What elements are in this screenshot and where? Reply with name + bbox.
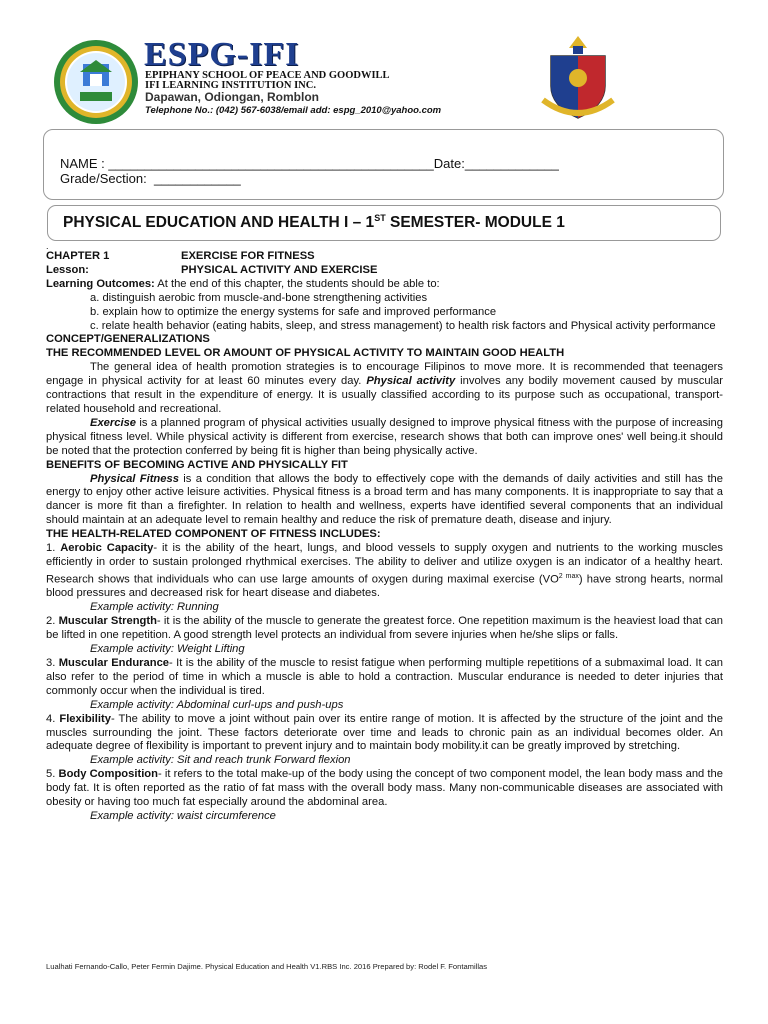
term-exercise: Exercise [90,416,137,429]
term-muscular-strength: Muscular Strength [58,615,157,628]
example-flexibility: Example activity: Sit and reach trunk Forward flexion [90,754,351,767]
recommended-heading: THE RECOMMENDED LEVEL OR AMOUNT OF PHYSICAL ACTIVITY TO MAINTAIN GOOD HEALTH [46,347,565,360]
outcome-c: c. relate health behavior (eating habits, sleep, and stress management) to health risk factors and Physical activity performance [90,319,716,332]
school-seal-logo [52,38,140,126]
components-heading: THE HEALTH-RELATED COMPONENT OF FITNESS INCLUDES: [46,528,381,541]
grade-row [60,171,241,186]
term-muscular-endurance: Muscular Endurance [58,657,170,670]
date-label: Date: [433,156,465,171]
term-body-composition: Body Composition [58,768,158,781]
name-label: NAME : [60,156,105,171]
lesson-label: Lesson: [46,263,89,276]
component-aerobic-capacity [46,542,723,601]
example-strength: Example activity: Weight Lifting [90,643,245,656]
paragraph-physical-fitness [46,473,723,529]
learning-outcomes-text: At the end of this chapter, the students should be able to: [154,277,440,290]
lesson-line [46,264,723,278]
term-aerobic-capacity: Aerobic Capacity [60,542,154,555]
term-flexibility: Flexibility [59,712,111,725]
term-physical-activity: Physical activity [366,375,456,388]
component-flexibility [46,713,723,755]
component-body-composition [46,768,723,810]
concept-heading: CONCEPT/GENERALIZATIONS [46,333,210,346]
module-title-sup: ST [374,213,386,223]
name-date-row [60,156,559,171]
module-title-rest: SEMESTER- MODULE 1 [385,214,565,232]
paragraph-text: - It is the ability of the muscle to resist fatigue when performing multiple repetitions of a submaximal load. It can also refer to the period of time in which a muscle is able to hold a contraction. Muscular endurance is needed to deter injuries that commonly occur when the individual is tired. [46,657,723,697]
chapter-label: CHAPTER 1 [46,250,110,262]
name-field[interactable]: _____________________________________________ [108,156,434,171]
example-endurance: Example activity: Abdominal curl-ups and push-ups [90,698,344,711]
component-muscular-strength [46,615,723,643]
school-contact: Telephone No.: (042) 567-6038/email add: espg_2010@yahoo.com [145,105,442,116]
paragraph-text: involves any bodily movement caused by muscular contractions that result in the expenditure of energy. It is usually classified according to its purpose such as occupational, transport-related household and recreational. [46,375,723,415]
stray-dot: . [46,241,49,251]
list-number: 5. [46,768,59,781]
paragraph-text: - it is the ability of the heart, lungs, and blood vessels to supply oxygen and nutrients to the working muscles efficiently in order to sustain prolonged rhythmical exercises. The ability to deliver and utilize oxygen is an indicator of a healthy heart. Research shows that individuals who can use large amounts of oxygen during maximal exercise (VO [46,542,723,586]
paragraph-exercise [46,417,723,459]
date-field[interactable]: _____________ [464,156,559,171]
grade-label: Grade/Section: [60,171,147,186]
footer-credits: Lualhati Fernando-Callo, Peter Fermin Dajime. Physical Education and Health V1.RBS Inc. 2016 Prepared by: Rodel F. Fontamillas [46,962,488,971]
deped-crest-logo [535,34,621,124]
vo2max-superscript: 2 max [558,572,579,580]
chapter-title: EXERCISE FOR FITNESS [181,250,315,262]
school-name-line-2: IFI LEARNING INSTITUTION INC. [145,80,316,91]
module-title [63,213,565,232]
benefits-heading: BENEFITS OF BECOMING ACTIVE AND PHYSICALLY FIT [46,458,348,471]
paragraph-text: The general idea of health promotion strategies is to encourage Filipinos to move more. It is recommended that teenagers engage in physical activity for at least 60 minutes every day. [46,361,723,388]
school-abbreviation: ESPG-IFI [144,36,300,73]
list-number: 4. [46,712,60,725]
module-title-main: PHYSICAL EDUCATION AND HEALTH I – 1 [63,214,375,232]
chapter-line [46,250,723,264]
paragraph-text: - it refers to the total make-up of the body using the concept of two component model, the lean body mass and the body fat. It is often reported as the ratio of fat mass with the overall body mass. Many non-communicable diseases are associated with obesity or having too much fat especially around the abdominal area. [46,768,723,809]
module-content [46,241,724,824]
list-number: 3. [46,657,59,670]
paragraph-text: is a planned program of physical activities usually designed to improve physical fitness with the purpose of increasing physical fitness level. While physical activity is different from exercise, research shows that both can improve ones' well being.it should be noted that the protection conferred by being fit is higher than being physically active. [46,416,723,457]
lesson-title: PHYSICAL ACTIVITY AND EXERCISE [181,263,378,276]
outcome-a: a. distinguish aerobic from muscle-and-bone strengthening activities [90,291,428,304]
outcome-b: b. explain how to optimize the energy systems for safe and improved performance [90,305,497,318]
paragraph-text: - it is the ability of the muscle to generate the greatest force. One repetition maximum is the heaviest load that can be lifted in one repetition. A good strength level protects an individual from severe injuries when he/she slips or falls. [46,615,723,642]
paragraph-physical-activity [46,361,723,417]
paragraph-text: is a condition that allows the body to effectively cope with the demands of daily activities and still has the energy to enjoy other active leisure activities. Physical fitness is a broad term and has many components. It is inappropriate to say that a dancer is more fit than a firefighter. In relation to health and wellness, experts have identified several components that an individual should maintain at an adequate level to remain healthy and reduce the risk of premature death, disease and injury. [46,472,723,527]
component-muscular-endurance [46,657,723,699]
learning-outcomes-intro [46,278,723,292]
school-name-line-1: EPIPHANY SCHOOL OF PEACE AND GOODWILL [145,70,390,81]
list-number: 1. [46,542,61,555]
school-address: Dapawan, Odiongan, Romblon [145,90,319,104]
example-aerobic: Example activity: Running [90,601,219,614]
learning-outcomes-label: Learning Outcomes: [46,277,155,290]
term-physical-fitness: Physical Fitness [90,472,179,485]
list-number: 2. [46,615,59,628]
paragraph-text: - The ability to move a joint without pain over its entire range of motion. It is affected by the structure of the joint and the muscles surrounding the joint. These factors deteriorate over time and leads to chronic pain as an individual becomes older. An adequate degree of flexibility is important to prevent injury and to maintain body mobility.it can be greatly improved by stretching. [46,712,723,753]
paragraph-text: ) have strong hearts, normal blood pressures and decreased risk for heart disease and diabetes. [46,573,724,600]
example-body-composition: Example activity: waist circumference [90,809,276,822]
grade-field[interactable]: ____________ [153,171,241,186]
